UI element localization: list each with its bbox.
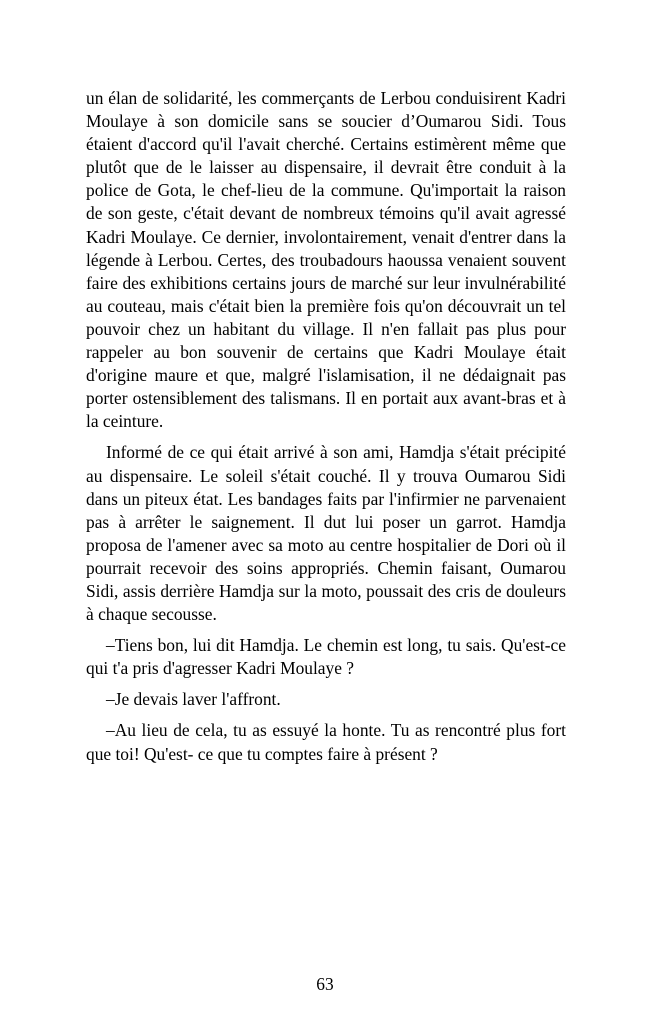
dialogue-line-3: –Au lieu de cela, tu as essuyé la honte. Tu as rencontré plus fort que toi! Qu'est- ce que tu comptes faire à présent ? [86, 720, 566, 764]
dialogue-line-1: –Tiens bon, lui dit Hamdja. Le chemin est long, tu sais. Qu'est-ce qui t'a pris d'agresser Kadri Moulaye ? [86, 635, 566, 679]
page-number: 63 [316, 974, 334, 994]
page-body-text [86, 87, 566, 774]
paragraph-1: un élan de solidarité, les commerçants de Lerbou conduisirent Kadri Moulaye à son domicile sans se soucier d’Oumarou Sidi. Tous étaient d'accord qu'il l'avait cherché. Certains estimèrent même que plutôt que de le laisser au dispensaire, il devrait être conduit à la police de Gota, le chef-lieu de la commune. Qu'importait la raison de son geste, c'était devant de nombreux témoins qu'il avait agressé Kadri Moulaye. Ce dernier, involontairement, venait d'entrer dans la légende à Lerbou. Certes, des troubadours haoussa venaient souvent faire des exhibitions certains jours de marché sur leur invulnérabilité au couteau, mais c'était bien la première fois qu'on découvrait un tel pouvoir chez un habitant du village. Il n'en fallait pas plus pour rappeler au bon souvenir de certains que Kadri Moulaye était d'origine maure et que, malgré l'islamisation, il ne dédaignait pas porter ostensiblement des talismans. Il en portait aux avant-bras et à la ceinture. [86, 88, 566, 432]
dialogue-line-2: –Je devais laver l'affront. [106, 689, 281, 710]
paragraph-2: Informé de ce qui était arrivé à son ami, Hamdja s'était précipité au dispensaire. Le soleil s'était couché. Il y trouva Oumarou Sidi dans un piteux état. Les bandages faits par l'infirmier ne parvenaient pas à arrêter le saignement. Il dut lui poser un garrot. Hamdja proposa de l'amener avec sa moto au centre hospitalier de Dori où il pourrait recevoir des soins appropriés. Chemin faisant, Oumarou Sidi, assis derrière Hamdja sur la moto, poussait des cris de douleurs à chaque secousse. [86, 442, 566, 625]
